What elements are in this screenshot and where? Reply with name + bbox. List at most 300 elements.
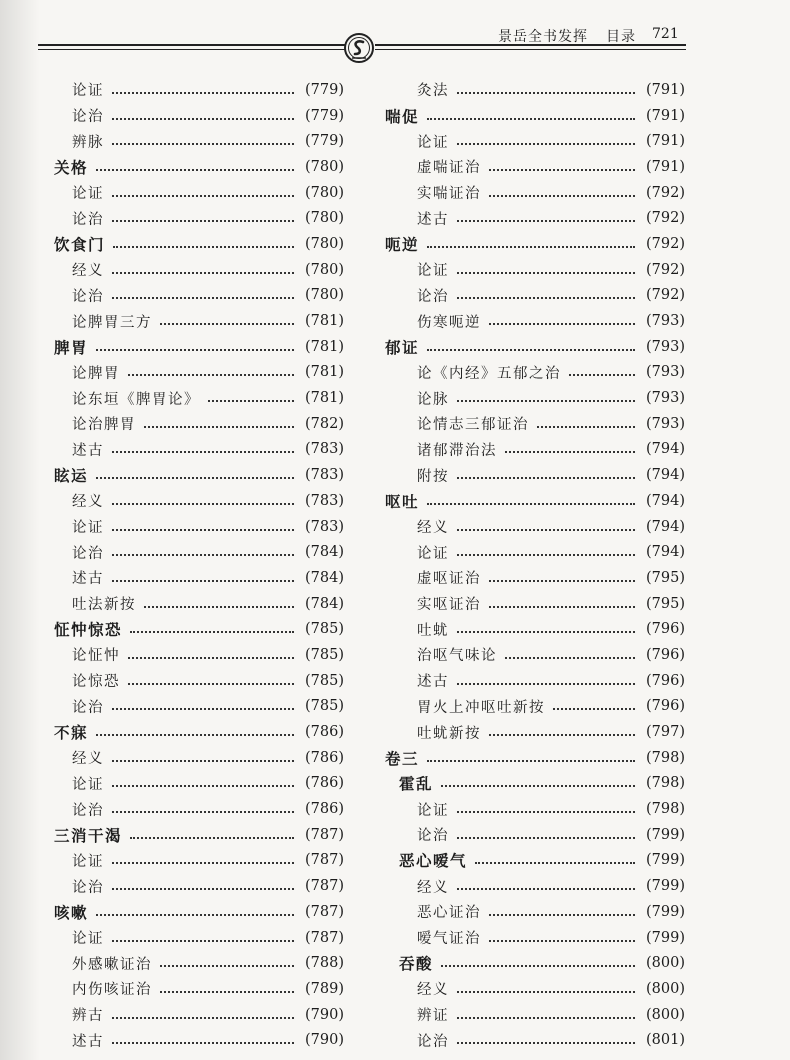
dot-leader [112,529,294,531]
toc-entry-row [385,899,685,925]
dot-leader [128,657,294,659]
dot-leader [457,1017,635,1019]
toc-entry-label: 论脾胃 [72,365,120,382]
toc-entry-page: (779) [305,107,344,124]
dot-leader [489,914,635,916]
toc-entry-row [54,745,344,771]
toc-entry-label: 虚喘证治 [417,160,481,177]
toc-entry-row [385,205,685,231]
toc-entry-page: (785) [305,646,344,663]
dot-leader [144,426,294,428]
toc-entry-page: (799) [646,929,685,946]
toc-entry-row [54,668,344,694]
toc-heading-row [385,231,685,257]
toc-entry-page: (789) [305,980,344,997]
dot-leader [457,888,635,890]
dot-leader [457,811,635,813]
dot-leader [489,734,635,736]
toc-heading-row [385,334,685,360]
dot-leader [112,554,294,556]
toc-entry-page: (798) [646,775,685,792]
toc-heading-row [385,771,685,797]
toc-entry-page: (792) [646,184,685,201]
toc-entry-row [54,308,344,334]
toc-entry-row [385,873,685,899]
toc-entry-page: (793) [646,390,685,407]
toc-entry-row [385,642,685,668]
toc-entry-label: 诸郁滞治法 [417,442,497,459]
toc-entry-row [54,694,344,720]
toc-entry-page: (780) [305,287,344,304]
dot-leader [457,837,635,839]
toc-entry-label: 胃火上冲呕吐新按 [417,699,545,716]
dot-leader [160,991,294,993]
toc-entry-page: (781) [305,338,344,355]
dot-leader [553,708,635,710]
toc-heading-row [385,488,685,514]
toc-entry-label: 霍乱 [399,774,434,794]
toc-entry-label: 论治 [72,211,104,228]
toc-heading-row [54,719,344,745]
toc-entry-label: 论怔忡 [72,648,120,665]
dot-leader [457,529,635,531]
toc-entry-row [54,180,344,206]
toc-entry-label: 论治脾胃 [72,417,136,434]
toc-entry-page: (786) [305,749,344,766]
toc-entry-page: (785) [305,672,344,689]
toc-entry-row [385,257,685,283]
toc-entry-row [54,488,344,514]
toc-entry-page: (786) [305,801,344,818]
toc-entry-row [54,77,344,103]
toc-entry-row [385,796,685,822]
toc-entry-page: (796) [646,672,685,689]
toc-entry-page: (795) [646,569,685,586]
dot-leader [112,195,294,197]
toc-entry-label: 辨脉 [72,134,104,151]
toc-entry-row [385,1002,685,1028]
toc-entry-page: (799) [646,903,685,920]
dot-leader [489,323,635,325]
toc-entry-row [385,462,685,488]
dot-leader [457,1042,635,1044]
dot-leader [128,374,294,376]
toc-entry-row [385,514,685,540]
toc-entry-page: (783) [305,492,344,509]
toc-entry-label: 述古 [72,571,104,588]
toc-entry-row [54,205,344,231]
toc-entry-label: 论脾胃三方 [72,314,152,331]
dot-leader [457,400,635,402]
toc-entry-row [385,411,685,437]
toc-entry-page: (791) [646,107,685,124]
toc-entry-row [54,771,344,797]
toc-entry-label: 咳嗽 [54,902,89,922]
toc-entry-page: (796) [646,646,685,663]
toc-entry-label: 述古 [72,1033,104,1050]
toc-entry-page: (800) [646,1006,685,1023]
dot-leader [537,426,635,428]
toc-entry-label: 论治 [417,828,449,845]
toc-entry-label: 论东垣《脾胃论》 [72,391,200,408]
toc-entry-label: 论情志三郁证治 [417,417,529,434]
toc-entry-page: (784) [305,569,344,586]
toc-entry-label: 论证 [72,853,104,870]
dot-leader [457,143,635,145]
dot-leader [489,940,635,942]
dot-leader [112,1017,294,1019]
toc-entry-label: 实喘证治 [417,186,481,203]
toc-entry-row [54,411,344,437]
toc-entry-label: 附按 [417,468,449,485]
toc-entry-label: 恶心嗳气 [399,851,468,871]
toc-entry-label: 述古 [417,674,449,691]
toc-entry-row [54,796,344,822]
toc-entry-page: (780) [305,158,344,175]
toc-entry-page: (791) [646,133,685,150]
toc-entry-row [54,103,344,129]
dot-leader [457,554,635,556]
toc-entry-label: 饮食门 [54,234,106,254]
book-title: 景岳全书发挥 [498,29,588,45]
toc-entry-page: (784) [305,595,344,612]
toc-entry-label: 述古 [72,442,104,459]
toc-entry-page: (794) [646,544,685,561]
toc-entry-page: (786) [305,724,344,741]
toc-entry-page: (800) [646,955,685,972]
dot-leader [457,92,635,94]
toc-entry-page: (797) [646,724,685,741]
toc-entry-label: 经义 [72,751,104,768]
toc-entry-page: (792) [646,261,685,278]
toc-entry-label: 怔忡惊恐 [54,620,123,640]
dot-leader [112,143,294,145]
toc-entry-label: 论证 [417,802,449,819]
toc-entry-label: 吞酸 [399,954,434,974]
dot-leader [112,118,294,120]
toc-entry-label: 论治 [417,288,449,305]
toc-heading-row [54,462,344,488]
dot-leader [112,297,294,299]
toc-entry-page: (793) [646,338,685,355]
toc-entry-label: 论治 [72,699,104,716]
dot-leader [112,451,294,453]
toc-entry-page: (787) [305,878,344,895]
toc-entry-label: 论《内经》五郁之治 [417,365,561,382]
dot-leader [112,1042,294,1044]
toc-entry-label: 经义 [417,520,449,537]
dot-leader [489,195,635,197]
toc-entry-page: (781) [305,313,344,330]
dot-leader [112,92,294,94]
toc-entry-page: (790) [305,1032,344,1049]
toc-heading-row [54,822,344,848]
toc-entry-page: (787) [305,826,344,843]
dot-leader [130,837,294,839]
dot-leader [457,683,635,685]
toc-entry-label: 关格 [54,157,89,177]
dot-leader [112,220,294,222]
toc-entry-page: (799) [646,826,685,843]
toc-entry-row [54,283,344,309]
dot-leader [457,297,635,299]
toc-entry-label: 呕吐 [385,491,420,511]
toc-entry-label: 实呕证治 [417,597,481,614]
toc-entry-page: (786) [305,775,344,792]
toc-entry-row [385,719,685,745]
dot-leader [441,785,635,787]
toc-entry-page: (779) [305,81,344,98]
toc-entry-label: 嗳气证治 [417,931,481,948]
toc-entry-page: (791) [646,81,685,98]
toc-column-left [54,77,344,1053]
toc-entry-row [385,694,685,720]
dot-leader [475,862,635,864]
toc-entry-label: 经义 [72,494,104,511]
header-rule [375,49,686,50]
toc-entry-page: (781) [305,390,344,407]
dot-leader [457,220,635,222]
dot-leader [457,631,635,633]
dot-leader [427,503,635,505]
toc-entry-row [54,1002,344,1028]
toc-entry-label: 论治 [72,802,104,819]
toc-entry-label: 虚呕证治 [417,571,481,588]
toc-entry-label: 吐法新按 [72,597,136,614]
dot-leader [457,477,635,479]
toc-entry-label: 述古 [417,211,449,228]
toc-entry-row [385,154,685,180]
toc-entry-page: (779) [305,133,344,150]
toc-entry-page: (787) [305,929,344,946]
toc-heading-row [54,616,344,642]
toc-entry-page: (794) [646,467,685,484]
section-title: 目录 [606,29,636,45]
toc-entry-label: 经义 [417,982,449,999]
toc-entry-page: (796) [646,621,685,638]
toc-entry-page: (791) [646,158,685,175]
toc-entry-row [54,539,344,565]
toc-entry-page: (792) [646,287,685,304]
toc-entry-row [385,925,685,951]
toc-entry-label: 论证 [417,134,449,151]
toc-column-right [385,77,685,1053]
dot-leader [489,580,635,582]
toc-entry-page: (783) [305,467,344,484]
toc-entry-page: (798) [646,749,685,766]
toc-entry-page: (801) [646,1032,685,1049]
toc-entry-page: (781) [305,364,344,381]
toc-entry-label: 外感嗽证治 [72,956,152,973]
toc-entry-row [54,257,344,283]
toc-entry-label: 经义 [417,879,449,896]
toc-entry-row [385,360,685,386]
toc-entry-label: 经义 [72,263,104,280]
toc-entry-label: 论脉 [417,391,449,408]
toc-entry-page: (799) [646,878,685,895]
toc-entry-row [54,976,344,1002]
toc-heading-row [54,899,344,925]
toc-entry-row [54,591,344,617]
toc-entry-row [385,180,685,206]
toc-entry-page: (794) [646,492,685,509]
dot-leader [505,451,635,453]
toc-entry-row [54,950,344,976]
toc-heading-row [54,231,344,257]
toc-entry-page: (782) [305,415,344,432]
dot-leader [208,400,294,402]
toc-entry-label: 论治 [72,288,104,305]
toc-entry-label: 内伤咳证治 [72,982,152,999]
toc-entry-row [54,925,344,951]
toc-entry-label: 恶心证治 [417,905,481,922]
dot-leader [505,657,635,659]
toc-entry-label: 辨古 [72,1008,104,1025]
toc-entry-row [385,437,685,463]
dot-leader [489,169,635,171]
toc-entry-label: 治呕气味论 [417,648,497,665]
toc-entry-page: (793) [646,364,685,381]
toc-entry-page: (780) [305,210,344,227]
toc-entry-row [385,616,685,642]
dot-leader [128,683,294,685]
dot-leader [112,272,294,274]
toc-entry-label: 喘促 [385,106,420,126]
toc-entry-page: (800) [646,980,685,997]
dot-leader [427,246,635,248]
dot-leader [112,503,294,505]
toc-heading-row [385,950,685,976]
dot-leader [427,760,635,762]
toc-entry-label: 论证 [72,83,104,100]
toc-entry-label: 论证 [417,545,449,562]
toc-entry-label: 卷三 [385,748,420,768]
toc-entry-page: (785) [305,698,344,715]
toc-entry-row [54,642,344,668]
toc-entry-label: 郁证 [385,337,420,357]
toc-entry-page: (796) [646,698,685,715]
toc-entry-row [54,360,344,386]
toc-entry-label: 灸法 [417,83,449,100]
toc-heading-row [385,103,685,129]
toc-heading-row [385,848,685,874]
toc-entry-label: 不寐 [54,723,89,743]
toc-entry-label: 论治 [72,109,104,126]
toc-entry-page: (795) [646,595,685,612]
toc-entry-row [54,848,344,874]
toc-entry-row [54,437,344,463]
toc-entry-row [385,668,685,694]
toc-entry-label: 论证 [72,776,104,793]
toc-heading-row [54,154,344,180]
dot-leader [144,606,294,608]
dot-leader [112,580,294,582]
toc-entry-label: 吐蚘 [417,622,449,639]
toc-entry-label: 伤寒呃逆 [417,314,481,331]
toc-entry-page: (784) [305,544,344,561]
toc-entry-label: 论惊恐 [72,674,120,691]
toc-entry-page: (787) [305,852,344,869]
dot-leader [96,914,294,916]
dot-leader [112,785,294,787]
toc-entry-row [385,385,685,411]
toc-entry-row [385,77,685,103]
dot-leader [489,606,635,608]
toc-entry-row [54,514,344,540]
dot-leader [130,631,294,633]
dot-leader [96,169,294,171]
dot-leader [160,965,294,967]
toc-entry-page: (780) [305,261,344,278]
toc-entry-page: (793) [646,415,685,432]
toc-entry-label: 呃逆 [385,234,420,254]
dot-leader [427,118,635,120]
toc-entry-label: 吐蚘新按 [417,725,481,742]
toc-entry-page: (798) [646,801,685,818]
toc-entry-row [385,976,685,1002]
dot-leader [112,862,294,864]
toc-entry-row [54,873,344,899]
toc-entry-row [385,591,685,617]
header-rule [38,49,345,50]
toc-entry-row [385,539,685,565]
toc-entry-row [385,822,685,848]
dot-leader [441,965,635,967]
toc-entry-label: 论治 [417,1033,449,1050]
toc-entry-page: (787) [305,903,344,920]
toc-entry-label: 眩运 [54,466,89,486]
dot-leader [96,734,294,736]
toc-entry-page: (780) [305,184,344,201]
toc-entry-row [54,385,344,411]
dot-leader [96,477,294,479]
toc-entry-label: 论治 [72,545,104,562]
dot-leader [457,991,635,993]
dot-leader [427,349,635,351]
toc-entry-row [54,1027,344,1053]
toc-entry-row [54,565,344,591]
toc-entry-page: (794) [646,441,685,458]
toc-entry-page: (792) [646,235,685,252]
toc-heading-row [54,334,344,360]
toc-entry-row [54,128,344,154]
dot-leader [113,246,294,248]
toc-entry-label: 论证 [72,931,104,948]
toc-entry-label: 三消干渴 [54,825,123,845]
dot-leader [160,323,294,325]
dot-leader [457,272,635,274]
toc-entry-page: (785) [305,621,344,638]
spine-shadow [0,0,40,1060]
toc-entry-row [385,283,685,309]
toc-entry-label: 脾胃 [54,337,89,357]
toc-entry-row [385,128,685,154]
toc-entry-page: (792) [646,210,685,227]
dot-leader [112,760,294,762]
toc-entry-label: 论证 [417,263,449,280]
book-seal-icon [343,32,375,64]
toc-entry-row [385,308,685,334]
toc-heading-row [385,745,685,771]
toc-entry-page: (799) [646,852,685,869]
dot-leader [112,940,294,942]
toc-entry-page: (790) [305,1006,344,1023]
toc-entry-page: (788) [305,955,344,972]
toc-entry-row [385,565,685,591]
toc-entry-label: 论治 [72,879,104,896]
dot-leader [112,888,294,890]
toc-entry-label: 辨证 [417,1008,449,1025]
